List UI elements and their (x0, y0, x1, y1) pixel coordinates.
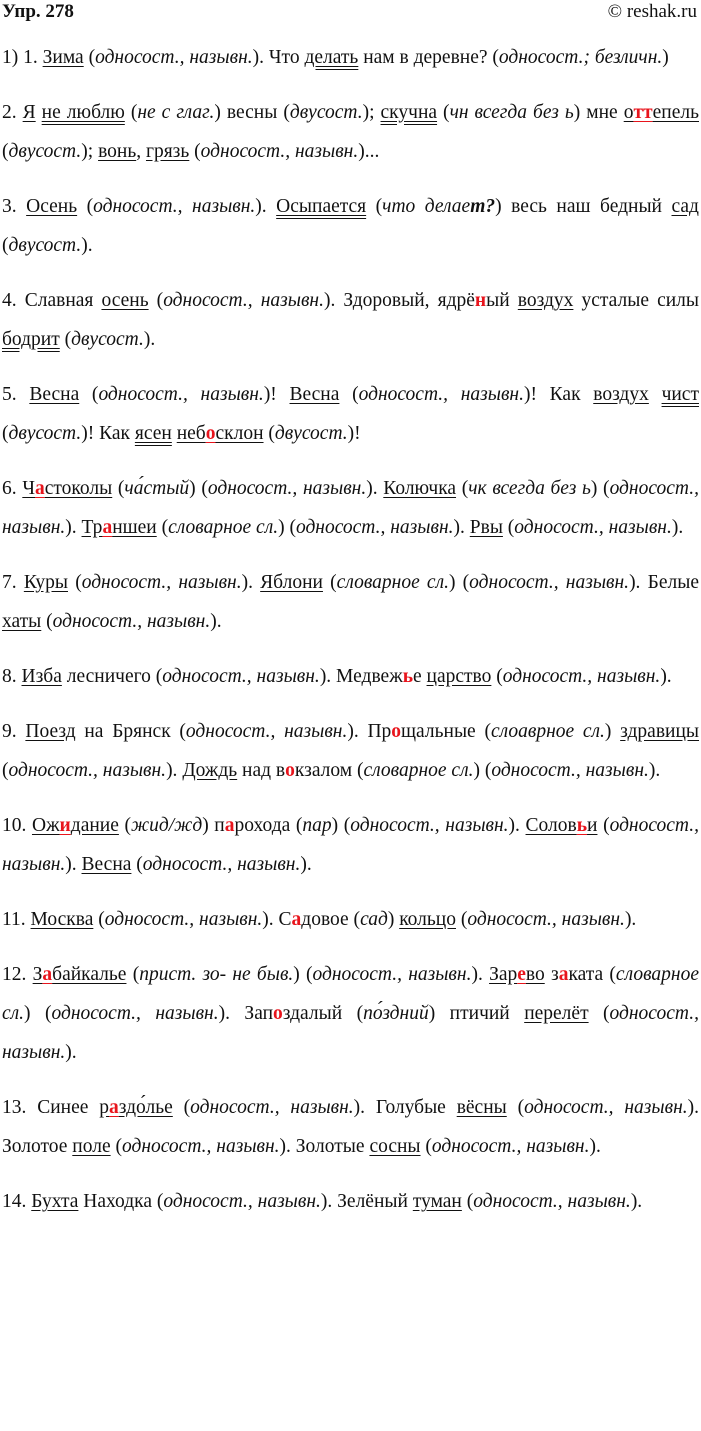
spelling-highlight-underlined: ь (576, 815, 588, 836)
subject-underlined: перелёт (524, 1003, 589, 1024)
text-segment: усталые силы (573, 290, 699, 311)
predicate-double-underlined: бодрит (2, 329, 60, 350)
annotation: односост., назывн. (467, 909, 625, 930)
text-segment: 7. (2, 572, 24, 593)
subject-underlined: дание (70, 815, 119, 836)
text-segment: ) ( (24, 1003, 52, 1024)
text-segment: ( (420, 1136, 432, 1157)
text-segment: ( (322, 572, 337, 593)
predicate-double-underlined: чист (661, 384, 699, 405)
text-segment: ( (68, 572, 82, 593)
annotation: жид/жд (131, 815, 203, 836)
text-segment: е (413, 666, 427, 687)
subject-underlined: Я (22, 102, 36, 123)
spelling-highlight-underlined: а (109, 1097, 119, 1118)
exercise-title: Упр. 278 (2, 1, 74, 22)
annotation: односост., назывн. (469, 572, 630, 593)
text-segment: ( (148, 290, 164, 311)
subject-underlined: Дождь (182, 760, 238, 781)
text-segment: 10. (2, 815, 32, 836)
subject-underlined: Ч (22, 478, 35, 499)
annotation: односост., назывн. (185, 721, 348, 742)
text-segment: ( (2, 141, 9, 162)
subject-underlined: епель (652, 102, 699, 123)
annotation: односост., назывн. (81, 572, 242, 593)
subject-underlined: Рвы (469, 517, 503, 538)
text-segment: 2. (2, 102, 23, 123)
subject-underlined: воздух (593, 384, 649, 405)
annotation: односост., назывн. (104, 909, 263, 930)
text-segment: ( (263, 423, 275, 444)
spelling-highlight-underlined: а (42, 964, 53, 985)
annotation: словарное сл. (336, 572, 449, 593)
annotation: односост., назывн. (473, 1191, 631, 1212)
annotation: односост., назывн. (95, 47, 253, 68)
subject-underlined: Зар (489, 964, 518, 985)
text-segment: кзалом ( (294, 760, 364, 781)
text-segment: ). (471, 964, 490, 985)
annotation: односост., назывн. (502, 666, 661, 687)
sentence-item-14 (2, 1182, 699, 1221)
text-segment: ) ( (331, 815, 351, 836)
text-segment: ) ( (278, 517, 296, 538)
annotation: односост., назывн. (207, 478, 367, 499)
text-segment: ). (65, 517, 82, 538)
subject-underlined: Зима (42, 47, 84, 68)
text-segment: ( (366, 196, 383, 217)
sentence-item-7 (2, 563, 699, 641)
text-segment: ( (506, 1097, 525, 1118)
text-segment: 11. (2, 909, 31, 930)
text-segment: ). Пр (347, 721, 392, 742)
text-segment: ) п (202, 815, 225, 836)
annotation: ча́стый (124, 478, 190, 499)
spelling-highlight: а (224, 815, 235, 836)
annotation: односост., назывн. (491, 760, 649, 781)
text-segment: ) (662, 47, 669, 68)
spelling-highlight: о (273, 1003, 283, 1024)
text-segment (649, 384, 662, 405)
annotation: односост., назывн. (431, 1136, 590, 1157)
subject-underlined: Весна (29, 384, 80, 405)
subject-underlined: и (587, 815, 598, 836)
text-segment: )! Как (523, 384, 594, 405)
annotation: односост., назывн. (514, 517, 672, 538)
subject-underlined: здо́лье (118, 1097, 173, 1118)
sentence-item-8 (2, 657, 699, 696)
text-segment: ); (362, 102, 381, 123)
text-segment: 8. (2, 666, 22, 687)
text-segment: на Брянск ( (75, 721, 186, 742)
text-segment: ) (387, 909, 400, 930)
sentence-item-13 (2, 1088, 699, 1166)
text-segment: ( (339, 384, 359, 405)
text-segment: ). Что (252, 47, 305, 68)
annotation: односост., назывн. (162, 666, 320, 687)
annotation: слоаврное сл. (490, 721, 605, 742)
subject-underlined: Солов (525, 815, 577, 836)
text-segment: ( (59, 329, 72, 350)
spelling-highlight-underlined: а (102, 517, 113, 538)
text-segment: )! (347, 423, 361, 444)
text-segment: ( (77, 196, 94, 217)
subject-underlined: сосны (369, 1136, 421, 1157)
spelling-highlight-underlined: а (35, 478, 45, 499)
text-segment: ( (437, 102, 450, 123)
text-segment: ) ( (293, 964, 313, 985)
text-segment: ). (648, 760, 661, 781)
annotation: двусост. (71, 329, 144, 350)
subject-underlined: сад (671, 196, 699, 217)
text-segment: ). (255, 196, 277, 217)
annotation: односост., назывн. (51, 1003, 219, 1024)
text-segment: ). (241, 572, 261, 593)
subject-underlined: кольцо (399, 909, 456, 930)
page-header (0, 0, 701, 26)
predicate-double-underlined: делать (304, 47, 359, 68)
text-segment: ( (79, 384, 99, 405)
text-segment: ). Золотое (2, 1097, 699, 1157)
annotation: по́здний (363, 1003, 429, 1024)
predicate-double-underlined: ясен (134, 423, 172, 444)
text-segment: ). (300, 854, 312, 875)
subject-underlined: неб (176, 423, 206, 444)
text-segment: ). (143, 329, 156, 350)
subject-underlined: вёсны (456, 1097, 507, 1118)
text-segment: здалый ( (282, 1003, 364, 1024)
subject-underlined: р (99, 1097, 109, 1118)
text-segment: Находка ( (78, 1191, 164, 1212)
text-segment: 6. (2, 478, 23, 499)
sentence-item-2 (2, 93, 699, 171)
annotation: односост., назывн. (312, 964, 472, 985)
text-segment: ( (2, 760, 9, 781)
text-segment: ) весь наш бедный (495, 196, 672, 217)
annotation: словарное сл. (363, 760, 474, 781)
subject-underlined: хаты (2, 611, 42, 632)
sentence-item-4 (2, 281, 699, 359)
text-segment: ). (65, 1042, 77, 1063)
text-segment: щальные ( (401, 721, 491, 742)
annotation: двусост. (8, 235, 82, 256)
text-segment: 13. Синее (2, 1097, 100, 1118)
annotation: односост., назывн. (163, 290, 324, 311)
spelling-highlight: а (291, 909, 302, 930)
text-segment: ( (41, 611, 53, 632)
text-segment: ). (65, 854, 82, 875)
text-segment: ). (624, 909, 637, 930)
text-segment: ( (502, 517, 515, 538)
text-segment: ). (630, 1191, 643, 1212)
sentence-item-12 (2, 955, 699, 1072)
subject-underlined: поле (72, 1136, 111, 1157)
annotation-emphasis: т? (470, 196, 496, 217)
annotation: односост., назывн. (121, 1136, 280, 1157)
text-segment: ) весны ( (214, 102, 290, 123)
text-segment: 5. (2, 384, 30, 405)
text-segment: ). Зелёный (320, 1191, 413, 1212)
text-segment: 9. (2, 721, 26, 742)
text-segment: ). (453, 517, 470, 538)
annotation: односост., назывн. (2, 815, 700, 875)
text-segment: ый (486, 290, 518, 311)
spelling-highlight: ь (402, 666, 413, 687)
text-segment: ( (456, 478, 469, 499)
text-segment: з (544, 964, 559, 985)
text-segment: ). (508, 815, 526, 836)
sentence-item-1 (2, 38, 699, 77)
subject-underlined: Осень (26, 196, 78, 217)
text-segment: ( (131, 854, 143, 875)
text-segment: ( (2, 423, 9, 444)
spelling-highlight-underlined: и (59, 815, 71, 836)
text-segment: )! Как (81, 423, 135, 444)
text-segment: ). (589, 1136, 601, 1157)
text-segment: ( (156, 517, 169, 538)
subject-underlined: Ож (31, 815, 60, 836)
text-segment: ) мне (573, 102, 624, 123)
text-segment: ( (83, 47, 96, 68)
text-segment: ). Золотые (279, 1136, 370, 1157)
text-segment: 14. (2, 1191, 32, 1212)
annotation: двусост. (8, 423, 82, 444)
text-segment: 1) 1. (2, 47, 43, 68)
text-segment: ) ( (590, 478, 610, 499)
subject-underlined: во (525, 964, 545, 985)
annotation: двусост. (289, 102, 363, 123)
annotation: словарное сл. (168, 517, 279, 538)
predicate-double-underlined: скучна (380, 102, 438, 123)
text-segment: ( (189, 141, 201, 162)
subject-underlined: Куры (23, 572, 68, 593)
subject-underlined: вонь (98, 141, 137, 162)
predicate-double-underlined: не люблю (41, 102, 125, 123)
text-segment: нам в деревне? ( (358, 47, 499, 68)
annotation: прист. зо- не быв. (139, 964, 294, 985)
spelling-highlight: о (391, 721, 402, 742)
text-segment: ) ( (473, 760, 492, 781)
sentence-item-9 (2, 712, 699, 790)
text-segment: )! (263, 384, 290, 405)
spelling-highlight: а (558, 964, 569, 985)
subject-underlined: здравицы (620, 721, 700, 742)
text-segment: ) ( (189, 478, 208, 499)
subject-underlined: Яблони (260, 572, 323, 593)
subject-underlined: стоколы (44, 478, 113, 499)
spelling-highlight: н (474, 290, 487, 311)
text-segment: ( (461, 1191, 474, 1212)
subject-underlined: Изба (21, 666, 62, 687)
subject-underlined: туман (412, 1191, 462, 1212)
spelling-highlight-underlined: о (205, 423, 216, 444)
text-segment: ) ( (448, 572, 470, 593)
annotation: односост., назывн. (295, 517, 454, 538)
subject-underlined: воздух (517, 290, 574, 311)
subject-underlined: о (623, 102, 634, 123)
text-segment: довое ( (301, 909, 361, 930)
text-segment: ( (2, 235, 9, 256)
subject-underlined: ншеи (112, 517, 157, 538)
text-segment: ) птичий (428, 1003, 525, 1024)
text-segment: ( (124, 102, 138, 123)
source-label: © reshak.ru (607, 1, 697, 22)
subject-underlined: грязь (145, 141, 190, 162)
subject-underlined: З (32, 964, 43, 985)
text-segment: над в (237, 760, 286, 781)
predicate-double-underlined: Осыпается (276, 196, 367, 217)
text-segment: ). Голубые (353, 1097, 457, 1118)
text-segment: ). (81, 235, 93, 256)
sentence-item-3 (2, 187, 699, 265)
annotation: односост.; безличн. (498, 47, 663, 68)
subject-underlined: склон (215, 423, 264, 444)
spelling-highlight: о (285, 760, 295, 781)
subject-underlined: байкалье (52, 964, 127, 985)
text-segment: ( (588, 1003, 610, 1024)
subject-underlined: Колючка (383, 478, 457, 499)
annotation: односост., назывн. (142, 854, 301, 875)
exercise-text (0, 38, 701, 1221)
annotation: односост., назывн. (8, 760, 167, 781)
sentence-item-6 (2, 469, 699, 547)
text-segment: , (136, 141, 146, 162)
annotation: двусост. (274, 423, 348, 444)
sentence-item-10 (2, 806, 699, 884)
subject-underlined: царство (426, 666, 492, 687)
subject-underlined: Москва (30, 909, 94, 930)
text-segment: ). Медвеж (319, 666, 403, 687)
annotation: односост., назывн. (524, 1097, 688, 1118)
text-segment: ( (110, 1136, 122, 1157)
text-segment: ( (118, 815, 132, 836)
annotation: чк всегда без ь (468, 478, 591, 499)
annotation: двусост. (8, 141, 82, 162)
text-segment: ката ( (568, 964, 616, 985)
text-segment: ); (81, 141, 99, 162)
text-segment: 12. (2, 964, 33, 985)
sentence-item-11 (2, 900, 699, 939)
annotation: односост., назывн. (98, 384, 264, 405)
text-segment: лесничего ( (61, 666, 163, 687)
annotation: односост., назывн. (200, 141, 359, 162)
text-segment: ( (597, 815, 610, 836)
annotation: пар (302, 815, 332, 836)
subject-underlined: Весна (81, 854, 132, 875)
text-segment: ). (366, 478, 384, 499)
text-segment: ). Белые (629, 572, 699, 593)
sentence-item-5 (2, 375, 699, 453)
text-segment: ( (172, 1097, 191, 1118)
annotation: односост., назывн. (52, 611, 211, 632)
text-segment: ( (126, 964, 140, 985)
text-segment: ( (456, 909, 468, 930)
subject-underlined: Весна (289, 384, 340, 405)
annotation: не с глаг. (137, 102, 215, 123)
text-segment: ( (93, 909, 105, 930)
subject-underlined: Тр (81, 517, 103, 538)
text-segment: ). (671, 517, 684, 538)
text-segment: ( (491, 666, 503, 687)
text-segment: ) (604, 721, 621, 742)
annotation: односост., назывн. (163, 1191, 321, 1212)
text-segment: 3. (2, 196, 27, 217)
text-segment: ). Здоровый, ядрё (323, 290, 475, 311)
annotation: односост., назывн. (2, 1003, 699, 1063)
text-segment: ). С (262, 909, 292, 930)
subject-underlined: осень (101, 290, 149, 311)
text-segment: ). (166, 760, 183, 781)
text-segment: ). Зап (218, 1003, 274, 1024)
text-segment: ( (112, 478, 125, 499)
annotation: односост., назывн. (190, 1097, 354, 1118)
annotation: односост., назывн. (2, 478, 699, 538)
annotation: сад (360, 909, 388, 930)
annotation: односост., назывн. (358, 384, 524, 405)
spelling-highlight-underlined: е (517, 964, 526, 985)
annotation: что делае (382, 196, 471, 217)
text-segment: ). (660, 666, 672, 687)
annotation: чн всегда без ь (449, 102, 574, 123)
subject-underlined: Бухта (31, 1191, 79, 1212)
text-segment: 4. Славная (2, 290, 102, 311)
text-segment: рохода ( (234, 815, 303, 836)
annotation: словарное сл. (2, 964, 699, 1024)
spelling-highlight-underlined: тт (633, 102, 653, 123)
subject-underlined: Поезд (25, 721, 76, 742)
annotation: односост., назывн. (93, 196, 256, 217)
text-segment: )... (358, 141, 380, 162)
annotation: односост., назывн. (350, 815, 509, 836)
text-segment: ). (210, 611, 222, 632)
